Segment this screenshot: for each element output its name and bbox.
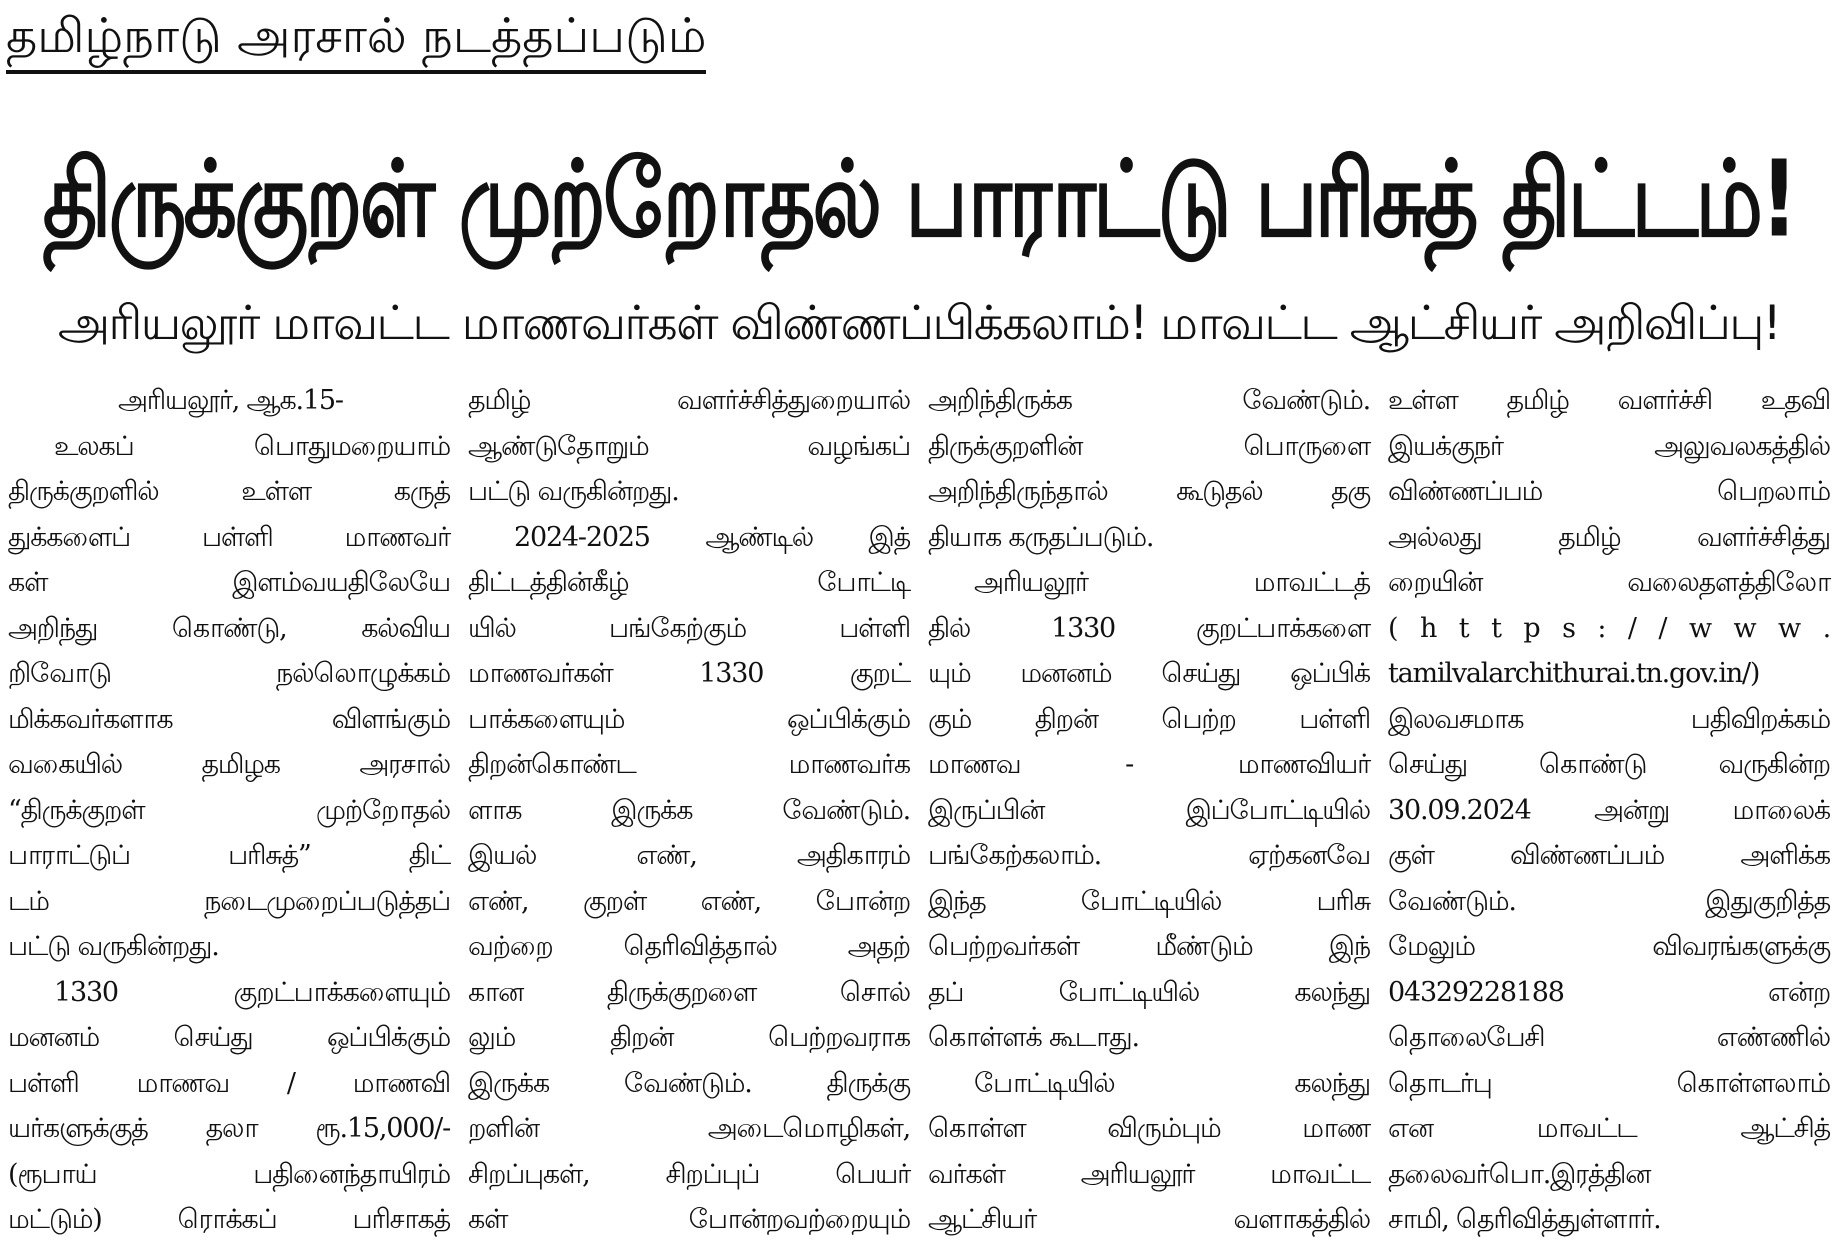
text-line: பட்டு வருகின்றது.: [8, 931, 219, 962]
text-line: ஆண்டுதோறும் வழங்கப்: [468, 430, 910, 462]
text-line: அறிந்து கொண்டு, கல்விய: [8, 612, 450, 644]
article-body: [8, 378, 1830, 1235]
text-line: பள்ளி மாணவ / மாணவி: [8, 1067, 450, 1099]
text-line: இந்த போட்டியில் பரிசு: [928, 885, 1370, 917]
text-line: ( h t t p s : / / w w w .: [1388, 612, 1830, 644]
text-line: யர்களுக்குத் தலா ரூ.15,000/-: [8, 1113, 450, 1144]
article-column-1: [8, 378, 450, 1235]
text-line: தலைவர்பொ.இரத்தின: [1388, 1158, 1651, 1190]
text-line: திட்டத்தின்கீழ் போட்டி: [468, 567, 910, 598]
text-line: திருக்குறளின் பொருளை: [928, 430, 1370, 462]
text-line: 30.09.2024 அன்று மாலைக்: [1388, 794, 1830, 826]
text-line: செய்து கொண்டு வருகின்ற: [1388, 749, 1830, 780]
kicker-heading: தமிழ்நாடு அரசால் நடத்தப்படும்: [6, 4, 706, 74]
text-line: உள்ள தமிழ் வளர்ச்சி உதவி: [1388, 385, 1830, 416]
text-line: றளின் அடைமொழிகள்,: [468, 1113, 910, 1144]
text-line: சிறப்புகள், சிறப்புப் பெயர்: [468, 1158, 910, 1190]
text-line: என மாவட்ட ஆட்சித்: [1388, 1113, 1830, 1144]
text-line: “திருக்குறள் முற்றோதல்: [8, 794, 450, 826]
text-line: டம் நடைமுறைப்படுத்தப்: [8, 885, 450, 917]
text-line: தமிழ் வளர்ச்சித்துறையால்: [468, 385, 910, 416]
text-line: ஆட்சியர் வளாகத்தில்: [928, 1204, 1370, 1235]
text-line: யில் பங்கேற்கும் பள்ளி: [468, 612, 910, 644]
text-line: றையின் வலைதளத்திலோ: [1388, 567, 1830, 598]
text-line: தொலைபேசி எண்ணில்: [1388, 1022, 1830, 1053]
text-line: இருப்பின் இப்போட்டியில்: [928, 794, 1370, 826]
text-line: இயக்குநர் அலுவலகத்தில்: [1388, 430, 1830, 462]
sub-headline: அரியலூர் மாவட்ட மாணவர்கள் விண்ணப்பிக்கலாம்! மாவட்ட ஆட்சியர் அறிவிப்பு!: [57, 296, 1781, 351]
article-column-3: [928, 378, 1370, 1235]
text-line: ளாக இருக்க வேண்டும்.: [468, 794, 910, 826]
text-line: திருக்குறளில் உள்ள கருத்: [8, 476, 450, 507]
text-line: கள் இளம்வயதிலேயே: [8, 567, 450, 598]
text-line: இயல் எண், அதிகாரம்: [468, 840, 910, 871]
text-line: தொடர்பு கொள்ளலாம்: [1388, 1067, 1830, 1099]
text-line: துக்களைப் பள்ளி மாணவர்: [8, 521, 450, 553]
text-line: கள் போன்றவற்றையும்: [468, 1204, 910, 1235]
text-line: மேலும் விவரங்களுக்கு: [1388, 931, 1830, 962]
text-line: மாணவர்கள் 1330 குறட்: [468, 658, 910, 689]
text-line: கொள்ள விரும்பும் மாண: [928, 1113, 1370, 1144]
text-line: 04329228188 என்ற: [1388, 976, 1830, 1008]
text-line: மட்டும்) ரொக்கப் பரிசாகத்: [8, 1204, 450, 1235]
text-line: மனனம் செய்து ஒப்பிக்கும்: [8, 1022, 450, 1053]
text-line: அறிந்திருந்தால் கூடுதல் தகு: [928, 476, 1370, 507]
text-line: பாராட்டுப் பரிசுத்” திட்: [8, 840, 450, 871]
text-line: அல்லது தமிழ் வளர்ச்சித்து: [1388, 521, 1830, 553]
text-line: கொள்ளக் கூடாது.: [928, 1022, 1139, 1053]
text-line: இருக்க வேண்டும். திருக்கு: [468, 1067, 910, 1099]
text-line: தியாக கருதப்படும்.: [928, 521, 1154, 553]
text-line: மாணவ - மாணவியர்: [928, 749, 1370, 780]
article-column-2: [468, 378, 910, 1235]
text-line: வற்றை தெரிவித்தால் அதற்: [468, 931, 910, 962]
text-line: கும் திறன் பெற்ற பள்ளி: [928, 703, 1370, 735]
text-line: கான திருக்குறளை சொல்: [468, 976, 910, 1008]
text-line: றிவோடு நல்லொழுக்கம்: [8, 658, 450, 689]
text-line: லும் திறன் பெற்றவராக: [468, 1022, 910, 1053]
text-line: அரியலூர், ஆக.15-: [118, 385, 343, 416]
text-line: வர்கள் அரியலூர் மாவட்ட: [928, 1158, 1370, 1190]
text-line: 1330 குறட்பாக்களையும்: [54, 976, 450, 1008]
text-line: விண்ணப்பம் பெறலாம்: [1388, 476, 1830, 507]
text-line: யும் மனனம் செய்து ஒப்பிக்: [928, 658, 1370, 689]
text-line: பங்கேற்கலாம். ஏற்கனவே: [928, 840, 1370, 871]
text-line: 2024-2025 ஆண்டில் இத்: [514, 521, 910, 553]
text-line: அறிந்திருக்க வேண்டும்.: [928, 385, 1370, 416]
text-line: பெற்றவர்கள் மீண்டும் இந்: [928, 931, 1370, 962]
text-line: தப் போட்டியில் கலந்து: [928, 976, 1370, 1008]
text-line: பட்டு வருகின்றது.: [468, 476, 679, 507]
main-headline: திருக்குறள் முற்றோதல் பாராட்டு பரிசுத் திட்டம்!: [42, 138, 1796, 261]
text-line: மிக்கவர்களாக விளங்கும்: [8, 703, 450, 735]
text-line: தில் 1330 குறட்பாக்களை: [928, 612, 1370, 644]
text-line: இலவசமாக பதிவிறக்கம்: [1388, 703, 1830, 735]
article-column-4: [1388, 378, 1830, 1235]
text-line: வேண்டும். இதுகுறித்த: [1388, 885, 1830, 917]
text-line: குள் விண்ணப்பம் அளிக்க: [1388, 840, 1830, 871]
text-line: திறன்கொண்ட மாணவர்க: [468, 749, 910, 780]
text-line: சாமி, தெரிவித்துள்ளார்.: [1388, 1204, 1661, 1235]
text-line: அரியலூர் மாவட்டத்: [974, 567, 1370, 598]
text-line: tamilvalarchithurai.tn.gov.in/): [1388, 658, 1760, 689]
text-line: பாக்களையும் ஒப்பிக்கும்: [468, 703, 910, 735]
text-line: உலகப் பொதுமறையாம்: [54, 430, 450, 462]
text-line: எண், குறள் எண், போன்ற: [468, 885, 910, 917]
text-line: (ரூபாய் பதினைந்தாயிரம்: [8, 1158, 450, 1190]
text-line: வகையில் தமிழக அரசால்: [8, 749, 450, 780]
text-line: போட்டியில் கலந்து: [974, 1067, 1370, 1099]
